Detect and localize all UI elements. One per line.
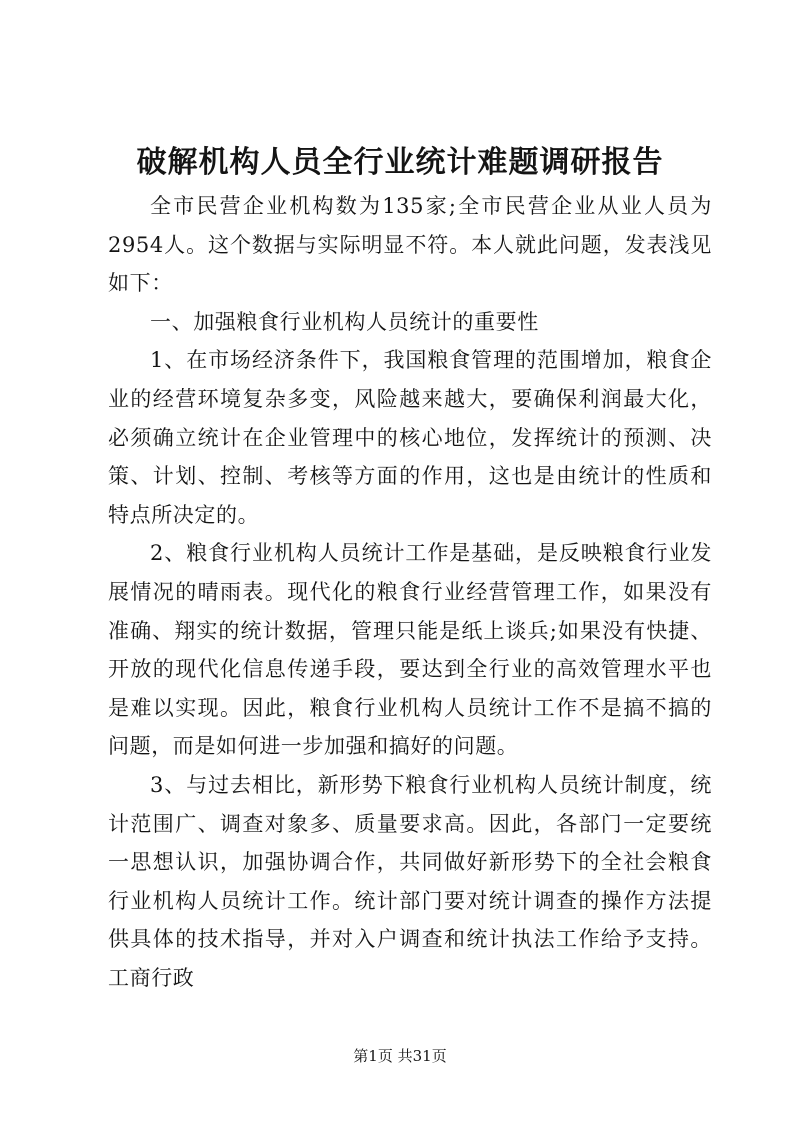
paragraph-point-3: 3、与过去相比，新形势下粮食行业机构人员统计制度，统计范围广、调查对象多、质量要求高。因此，各部门一定要统一思想认识，加强协调合作，共同做好新形势下的全社会粮食行业机构人员统计工作。统计部门要对统计调查的操作方法提供具体的技术指导，并对入户调查和统计执法工作给予支持。工商行政 [108, 772, 712, 990]
paragraph-intro: 全市民营企业机构数为135家;全市民营企业从业人员为2954人。这个数据与实际明显不符。本人就此问题，发表浅见如下： [108, 194, 712, 296]
section-heading: 一、加强粮食行业机构人员统计的重要性 [150, 309, 539, 334]
document-body [108, 187, 712, 997]
paragraph-point-2: 2、粮食行业机构人员统计工作是基础，是反映粮食行业发展情况的晴雨表。现代化的粮食行业经营管理工作，如果没有准确、翔实的统计数据，管理只能是纸上谈兵;如果没有快捷、开放的现代化信息传递手段，要达到全行业的高效管理水平也是难以实现。因此，粮食行业机构人员统计工作不是搞不搞的问题，而是如何进一步加强和搞好的问题。 [108, 541, 712, 759]
paragraph-point-1: 1、在市场经济条件下，我国粮食管理的范围增加，粮食企业的经营环境复杂多变，风险越来越大，要确保利润最大化，必须确立统计在企业管理中的核心地位，发挥统计的预测、决策、计划、控制、考核等方面的作用，这也是由统计的性质和特点所决定的。 [108, 348, 712, 527]
document-title: 破解机构人员全行业统计难题调研报告 [136, 145, 664, 180]
page-number-footer: 第1页 共31页 [353, 1047, 447, 1065]
